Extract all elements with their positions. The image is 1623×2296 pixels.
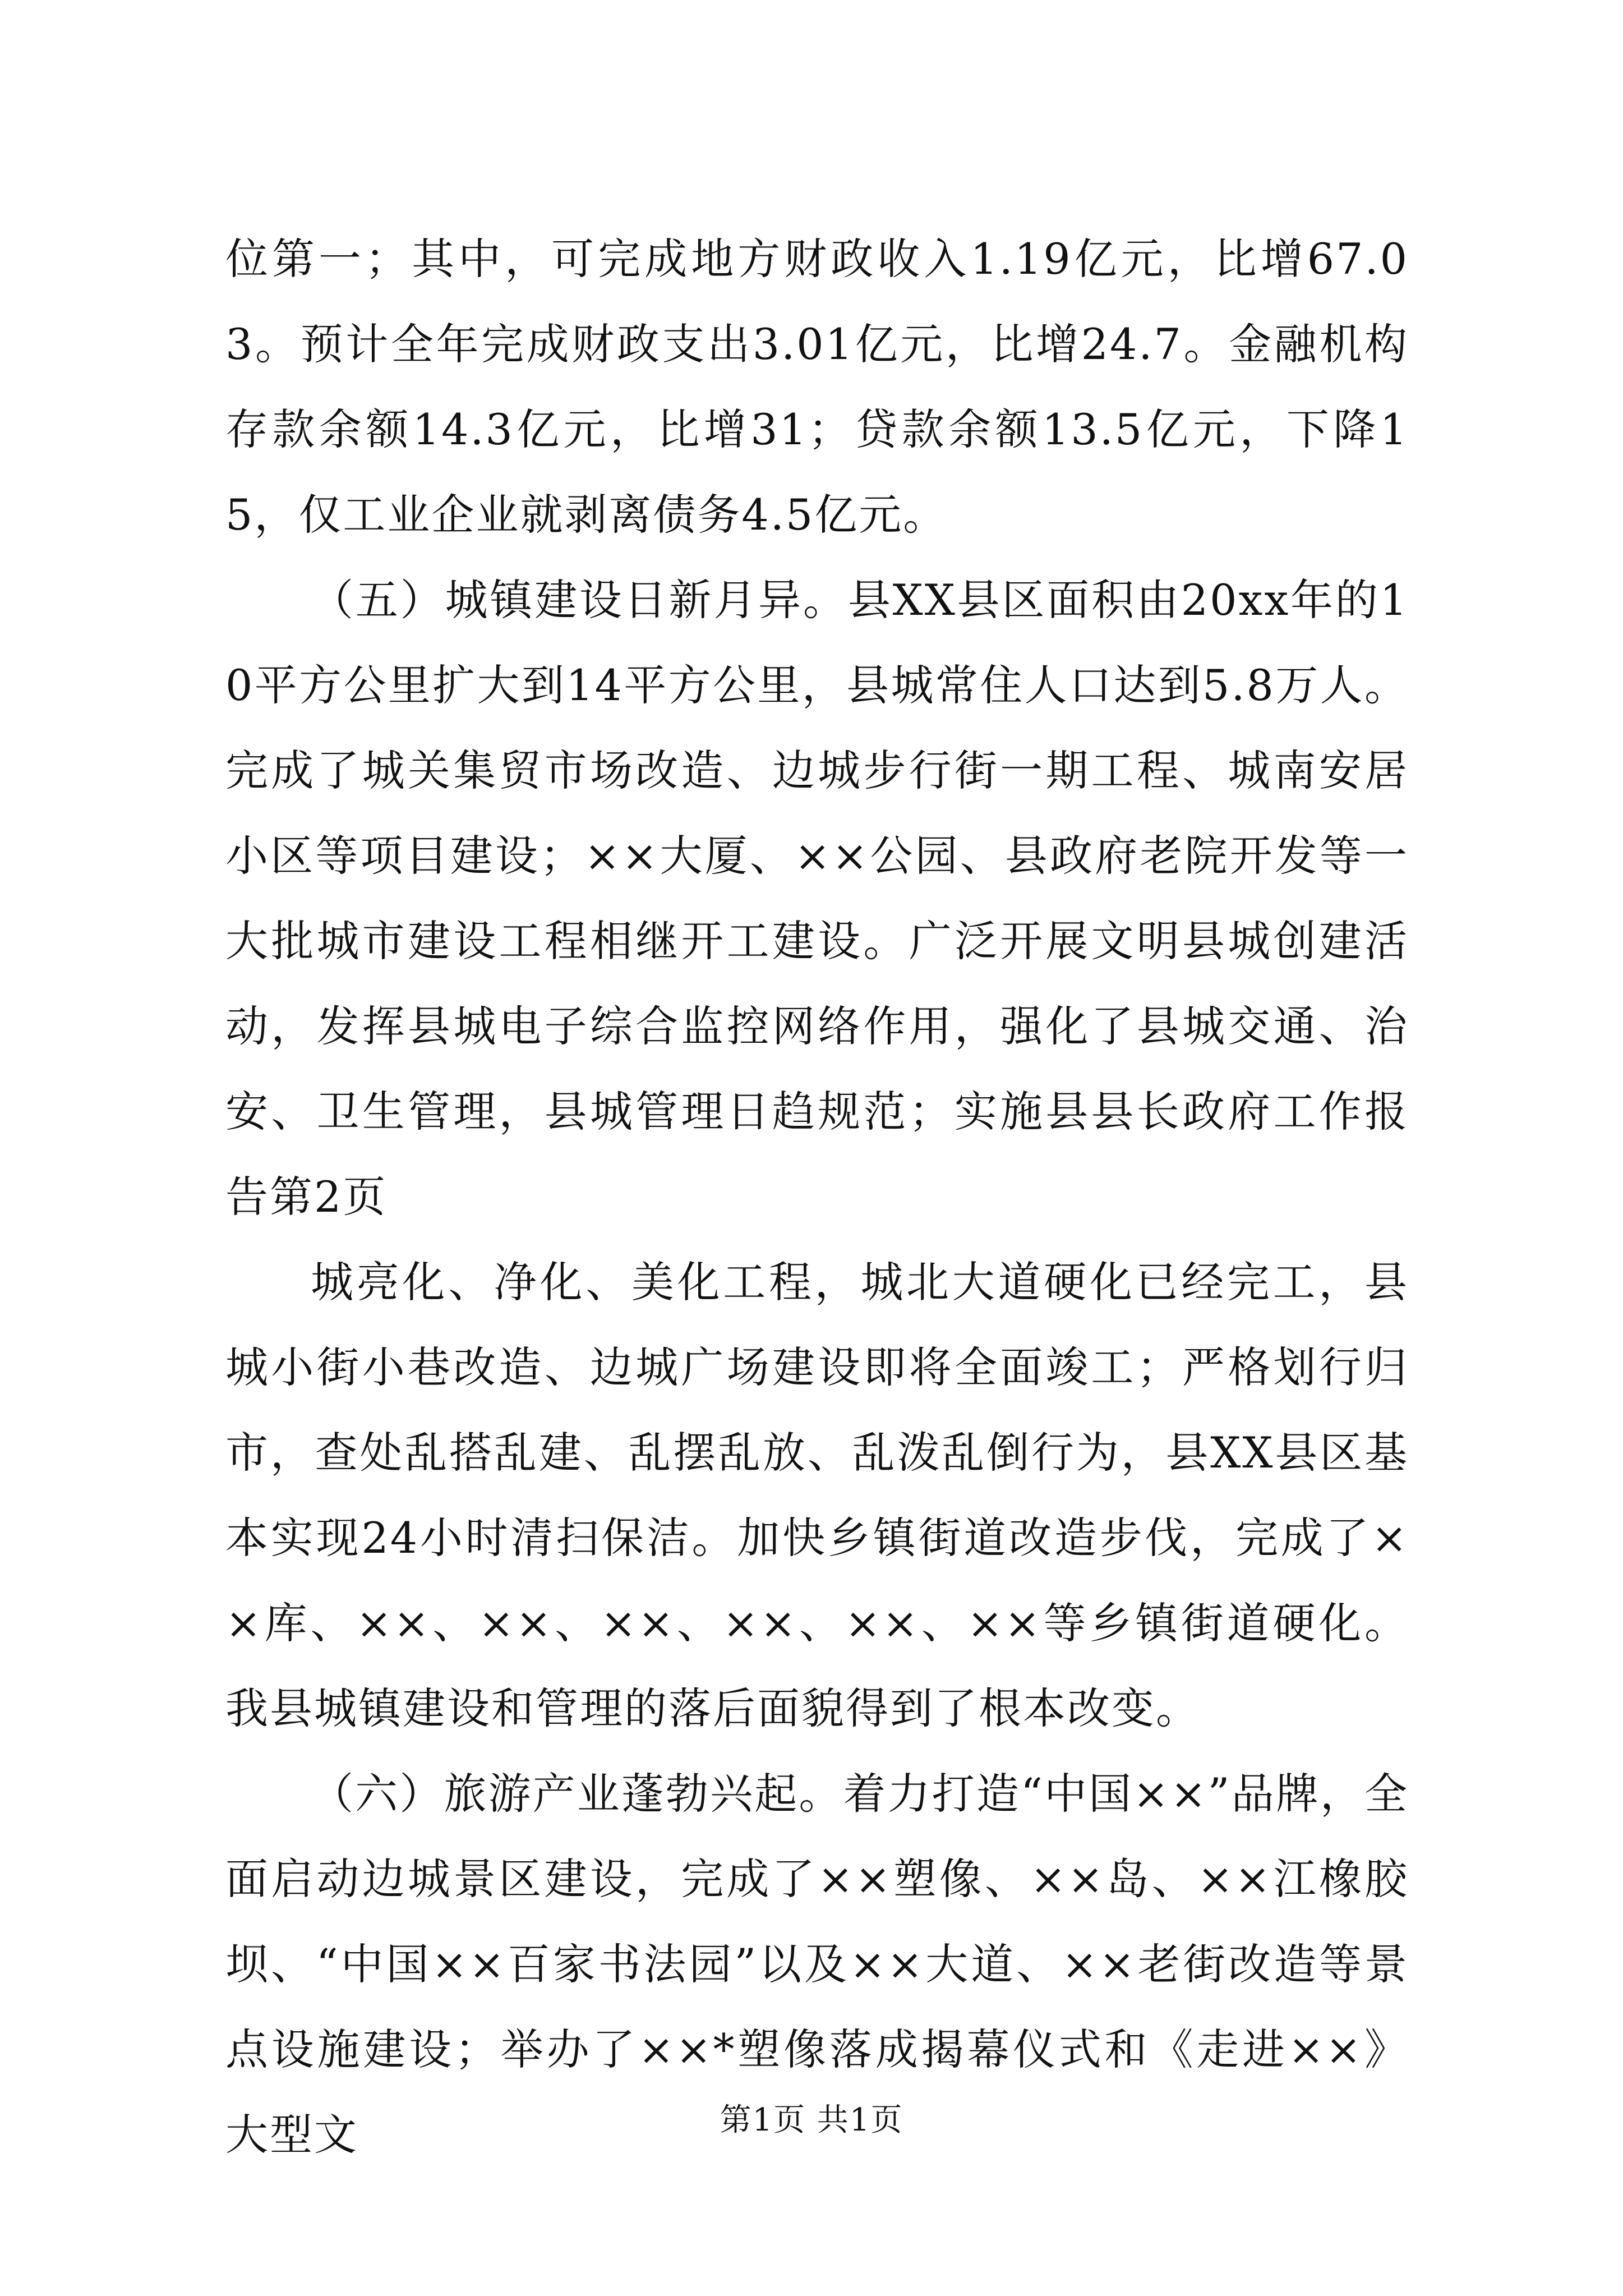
paragraph-tourism: （六）旅游产业蓬勃兴起。着力打造“中国××”品牌，全面启动边城景区建设，完成了××塑像、××岛、××江橡胶坝、“中国××百家书法园”以及××大道、××老街改造等景点设施建设；举办了××*塑像落成揭幕仪式和《走进××》大型文	[225, 1769, 1409, 2160]
page-footer: 第1页 共1页	[720, 2102, 903, 2138]
paragraph-city-beautification: 城亮化、净化、美化工程，城北大道硬化已经完工，县城小街小巷改造、边城广场建设即将全面竣工；严格划行归市，查处乱搭乱建、乱摆乱放、乱泼乱倒行为，县XX县区基本实现24小时清扫保洁。加快乡镇街道改造步伐，完成了××库、××、××、××、××、××、××等乡镇街道硬化。我县城镇建设和管理的落后面貌得到了根本改变。	[225, 1257, 1409, 1733]
paragraph-continued: 位第一；其中，可完成地方财政收入1.19亿元，比增67.03。预计全年完成财政支出3.01亿元，比增24.7。金融机构存款余额14.3亿元，比增31；贷款余额13.5亿元，下降15，仅工业企业就剥离债务4.5亿元。	[225, 234, 1409, 540]
paragraph-urban-construction: （五）城镇建设日新月异。县XX县区面积由20xx年的10平方公里扩大到14平方公里，县城常住人口达到5.8万人。完成了城关集贸市场改造、边城步行街一期工程、城南安居小区等项目建设；××大厦、××公园、县政府老院开发等一大批城市建设工程相继开工建设。广泛开展文明县城创建活动，发挥县城电子综合监控网络作用，强化了县城交通、治安、卫生管理，县城管理日趋规范；实施县县长政府工作报告第2页	[225, 575, 1409, 1222]
document-body	[225, 217, 1409, 2178]
